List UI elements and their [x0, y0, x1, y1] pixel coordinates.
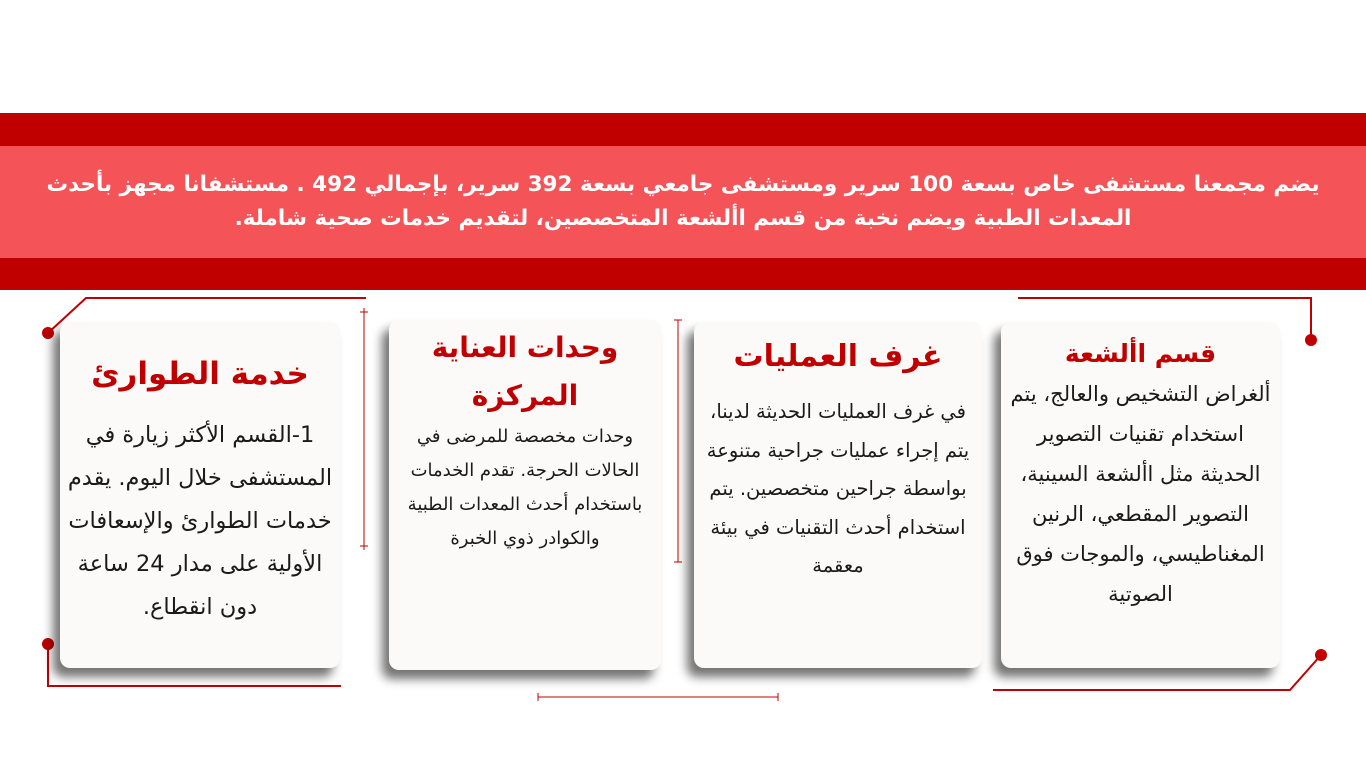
dot-bottom-right	[1315, 649, 1327, 661]
card-intensive-care	[389, 320, 661, 670]
card-operating-rooms-body: في غرف العمليات الحديثة لدينا، يتم إجراء عمليات جراحية متنوعة بواسطة جراحين متخصصين. يتم استخدام أحدث التقنيات في بيئة معقمة	[706, 400, 970, 577]
dot-bottom-left	[42, 638, 54, 650]
card-operating-rooms	[694, 322, 982, 668]
card-radiology	[1001, 322, 1280, 668]
card-emergency	[60, 322, 340, 668]
intro-paragraph: يضم مجمعنا مستشفى خاص بسعة 100 سرير ومستشفى جامعي بسعة 392 سرير، بإجمالي 492 . مستشفانا مجهز بأحدث المعدات الطبية ويضم نخبة من قسم األشعة المتخصصين، لتقديم خدمات صحية شاملة.	[46, 172, 1320, 231]
card-intensive-care-body: وحدات مخصصة للمرضى في الحالات الحرجة. تقدم الخدمات باستخدام أحدث المعدات الطبية والكوادر ذوي الخبرة	[407, 426, 643, 549]
card-intensive-care-title: وحدات العناية المركزة	[431, 331, 619, 412]
card-radiology-body: ألغراض التشخيص والعالج، يتم استخدام تقنيات التصوير الحديثة مثل األشعة السينية، التصوير المقطعي، الرنين المغناطيسي، والموجات فوق الصوتية	[1010, 382, 1271, 606]
card-emergency-title: خدمة الطوارئ	[91, 356, 309, 392]
card-operating-rooms-title: غرف العمليات	[733, 339, 943, 374]
dot-top-right	[1305, 334, 1317, 346]
card-radiology-title: قسم األشعة	[1064, 339, 1217, 368]
card-emergency-body: 1-القسم الأكثر زيارة في المستشفى خلال اليوم. يقدم خدمات الطوارئ والإسعافات الأولية على مدار 24 ساعة دون انقطاع.	[67, 422, 333, 620]
dot-top-left	[42, 327, 54, 339]
